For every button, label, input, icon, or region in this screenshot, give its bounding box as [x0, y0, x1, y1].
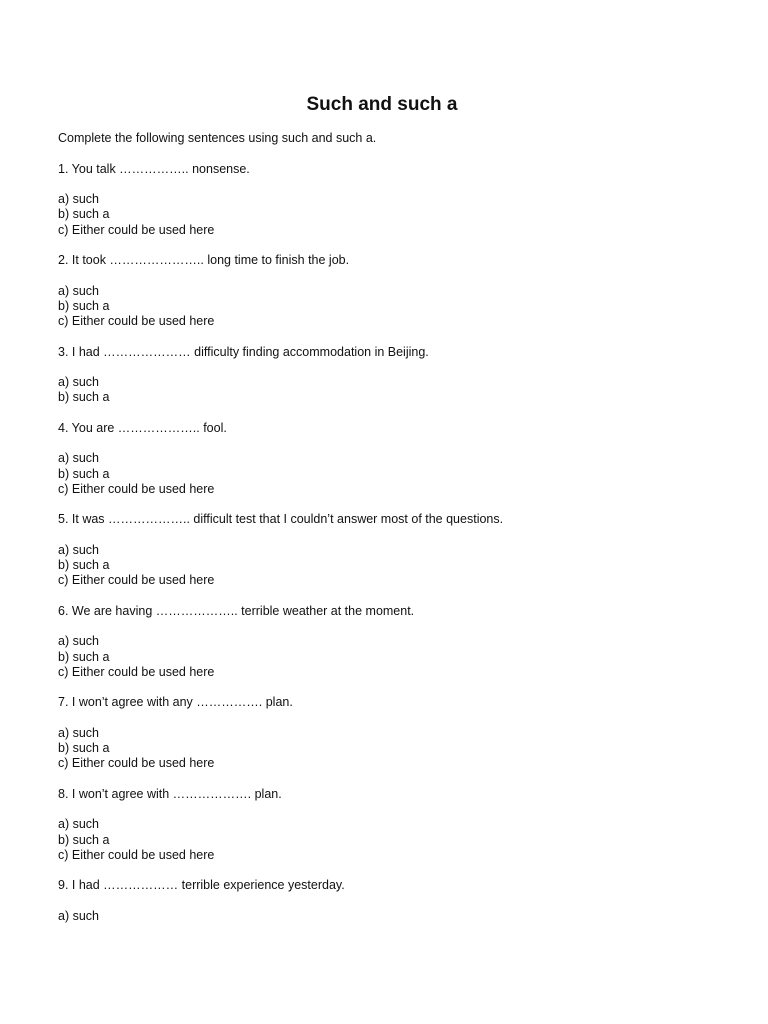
- spacer: [58, 146, 738, 161]
- question-9-option-a: a) such: [58, 908, 99, 923]
- question-4-option-b: b) such a: [58, 466, 110, 481]
- spacer: [58, 177, 738, 192]
- question-8-option-c: c) Either could be used here: [58, 847, 215, 862]
- spacer: [58, 360, 738, 375]
- spacer: [58, 863, 738, 878]
- spacer: [58, 406, 738, 421]
- question-1-option-a: a) such: [58, 192, 99, 206]
- question-3-option-b: b) such a: [58, 390, 110, 405]
- question-1-option-c: c) Either could be used here: [58, 222, 215, 237]
- question-6-option-c: c) Either could be used here: [58, 664, 215, 679]
- question-8-option-b: b) such a: [58, 832, 110, 847]
- question-5-option-b: b) such a: [58, 558, 110, 572]
- spacer: [58, 589, 738, 604]
- page-title: Such and such a: [306, 94, 458, 115]
- question-4-option-c: c) Either could be used here: [58, 481, 215, 496]
- question-6-option-a: a) such: [58, 634, 99, 649]
- question-3-option-a: a) such: [58, 375, 99, 389]
- question-5: 5. It was ……………….. difficult test that I couldn’t answer most of the questions.: [58, 512, 504, 527]
- question-7-option-a: a) such: [58, 725, 99, 740]
- question-4-option-a: a) such: [58, 451, 99, 466]
- question-9: 9. I had ……………… terrible experience yesterday.: [58, 878, 345, 893]
- spacer: [58, 497, 738, 512]
- question-7: 7. I won’t agree with any ……………. plan.: [58, 695, 293, 710]
- question-2: 2. It took ………………….. long time to finish the job.: [58, 253, 350, 267]
- question-8: 8. I won’t agree with ………………. plan.: [58, 786, 282, 801]
- question-2-option-a: a) such: [58, 283, 99, 298]
- spacer: [58, 894, 738, 909]
- spacer: [58, 528, 738, 543]
- spacer: [58, 238, 738, 253]
- spacer: [58, 619, 738, 634]
- question-2-option-c: c) Either could be used here: [58, 314, 215, 328]
- spacer: [58, 802, 738, 817]
- spacer: [58, 268, 738, 283]
- question-3: 3. I had ………………… difficulty finding accommodation in Beijing.: [58, 344, 429, 359]
- spacer: [58, 329, 738, 344]
- question-8-option-a: a) such: [58, 817, 99, 832]
- worksheet-content: [58, 131, 738, 924]
- spacer: [58, 772, 738, 787]
- question-7-option-c: c) Either could be used here: [58, 756, 215, 771]
- spacer: [58, 436, 738, 451]
- question-4: 4. You are ……………….. fool.: [58, 420, 227, 435]
- spacer: [58, 711, 738, 726]
- question-1: 1. You talk …………….. nonsense.: [58, 161, 250, 176]
- question-5-option-c: c) Either could be used here: [58, 573, 215, 588]
- question-7-option-b: b) such a: [58, 741, 110, 755]
- spacer: [58, 680, 738, 695]
- question-1-option-b: b) such a: [58, 207, 110, 222]
- question-6-option-b: b) such a: [58, 649, 110, 664]
- question-5-option-a: a) such: [58, 542, 99, 557]
- question-6: 6. We are having ……………….. terrible weather at the moment.: [58, 603, 415, 618]
- instructions: Complete the following sentences using such and such a.: [58, 131, 377, 145]
- question-2-option-b: b) such a: [58, 298, 110, 313]
